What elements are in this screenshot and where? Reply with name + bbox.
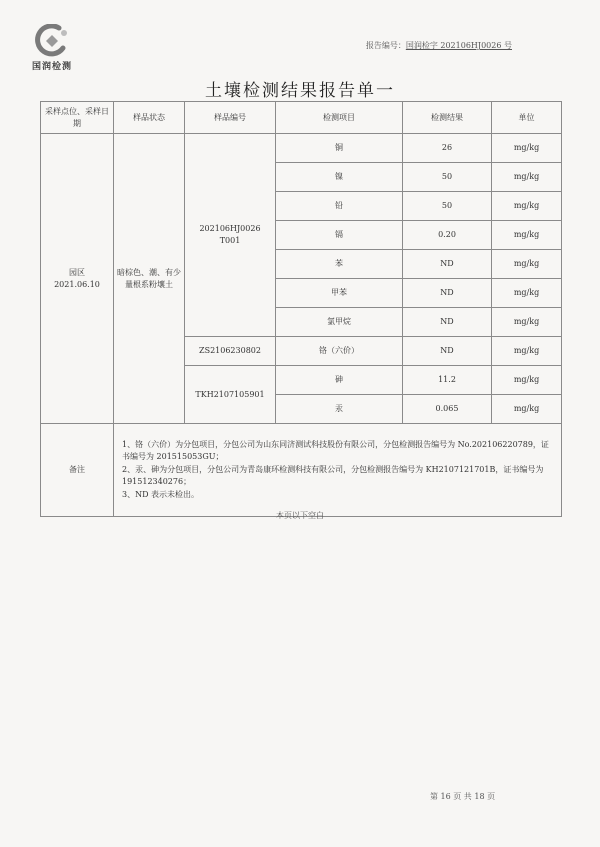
results-table-container [40,101,561,517]
header-test-item: 检测项目 [276,102,403,134]
report-number [366,40,512,51]
header-sampling-point: 采样点位、采样日期 [41,102,114,134]
test-item: 铬（六价） [276,337,403,366]
sample-no: TKH2107105901 [195,389,265,399]
test-item: 氯甲烷 [276,308,403,337]
test-item: 甲苯 [276,279,403,308]
test-unit: mg/kg [492,163,562,192]
test-item: 汞 [276,395,403,424]
test-unit: mg/kg [492,366,562,395]
test-result: ND [403,250,492,279]
test-item: 铅 [276,192,403,221]
table-row [41,134,562,163]
sample-state-cell [114,134,185,424]
header-sample-state: 样品状态 [114,102,185,134]
test-unit: mg/kg [492,221,562,250]
header-sample-no: 样品编号 [185,102,276,134]
test-result: 0.20 [403,221,492,250]
test-result: 50 [403,192,492,221]
logo-text: 国润检测 [31,62,72,72]
blank-below-note: 本页以下空白 [276,511,324,520]
test-item: 铜 [276,134,403,163]
test-result: 11.2 [403,366,492,395]
sample-no-cell [185,134,276,337]
remarks-content [114,424,562,517]
test-result: 26 [403,134,492,163]
sample-no: 202106HJ0026 T001 [199,224,261,245]
test-unit: mg/kg [492,395,562,424]
test-result: 0.065 [403,395,492,424]
report-number-label: 报告编号： [365,41,406,50]
test-item: 苯 [276,250,403,279]
test-unit: mg/kg [492,192,562,221]
header-result: 检测结果 [403,102,492,134]
test-unit: mg/kg [492,250,562,279]
sample-state: 暗棕色、潮、有少量根系粉壤土 [117,267,181,289]
page-title: 土壤检测结果报告单一 [205,81,395,101]
remarks-row [41,424,562,517]
test-unit: mg/kg [492,308,562,337]
results-table [40,101,562,517]
remarks-label: 备注 [41,424,114,517]
test-result: ND [403,279,492,308]
test-result: ND [403,308,492,337]
remark-item: 1、铬（六价）为分包项目，分包公司为山东同济测试科技股份有限公司，分包检测报告编号为 No.202106220789，证书编号为 201515053GU； [122,440,549,462]
test-item: 镍 [276,163,403,192]
table-header-row [41,102,562,134]
remark-item: 3、ND 表示未检出。 [122,489,200,499]
logo-icon [32,24,72,58]
test-unit: mg/kg [492,337,562,366]
sample-no: ZS2106230802 [199,346,261,356]
report-number-value: 国润检字 202106HJ0026 号 [405,41,512,50]
header-unit: 单位 [492,102,562,134]
sampling-point-cell [41,134,114,424]
test-item: 砷 [276,366,403,395]
sampling-point: 园区 2021.06.10 [54,267,100,289]
company-logo [22,24,82,72]
sample-no-cell [185,366,276,424]
test-item: 镉 [276,221,403,250]
test-unit: mg/kg [492,279,562,308]
test-result: ND [403,337,492,366]
sample-no-cell [185,337,276,366]
remark-item: 2、汞、砷为分包项目，分包公司为青岛康环检测科技有限公司，分包检测报告编号为 KH2107121701B，证书编号为 191512340276； [122,464,544,487]
test-result: 50 [403,163,492,192]
page-number: 第 16 页 共 18 页 [430,792,496,801]
test-unit: mg/kg [492,134,562,163]
